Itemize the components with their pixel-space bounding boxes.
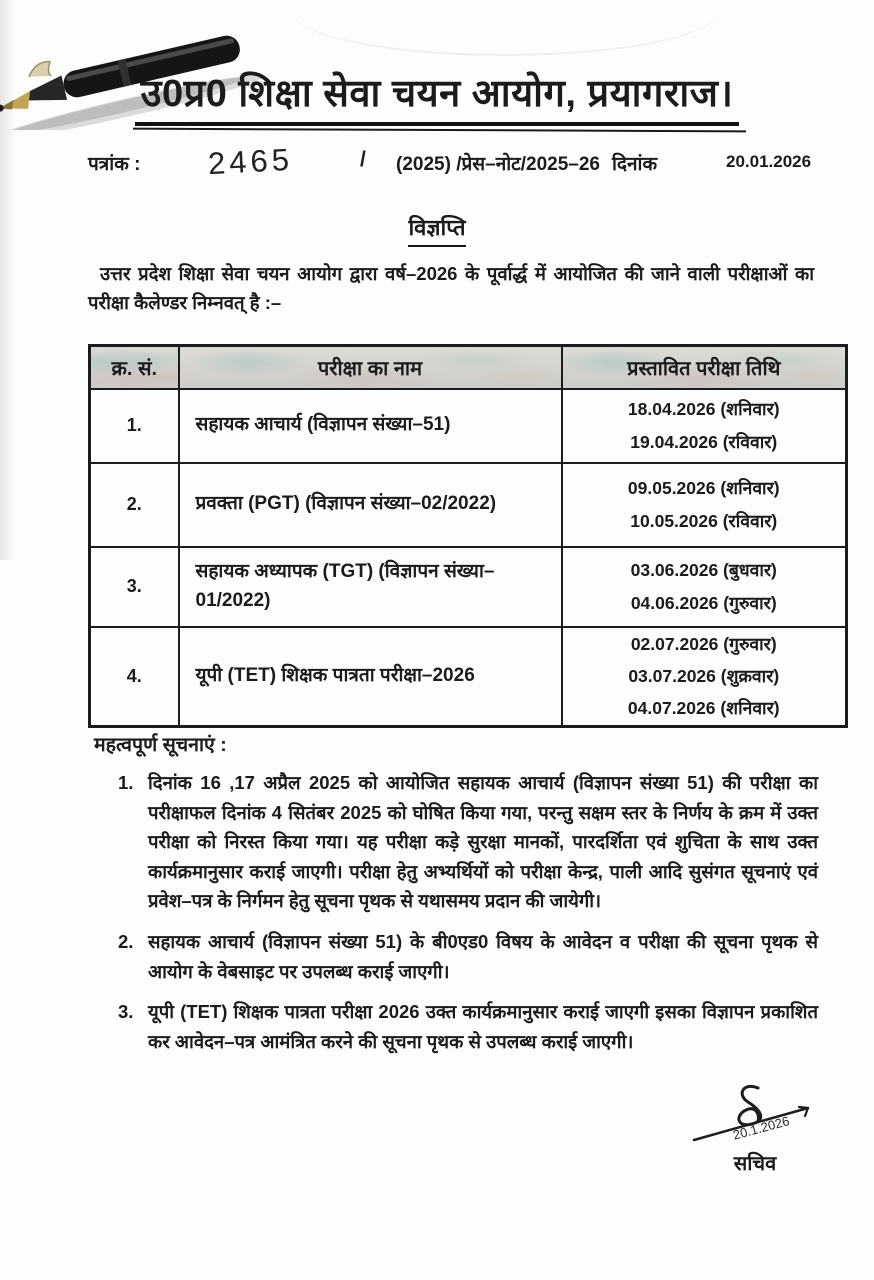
signature-date-text: 20.1.2026 — [731, 1113, 791, 1143]
important-notes-section — [88, 730, 822, 1056]
note-number: 2. — [118, 930, 134, 952]
letterhead — [0, 66, 874, 126]
exam-date: 03.06.2026 (बुधवार) — [630, 560, 777, 581]
date-label: दिनांक — [612, 154, 658, 175]
table-row — [90, 463, 847, 547]
row-exam-name: सहायक आचार्य (विज्ञापन संख्या–51) — [179, 389, 562, 463]
row-exam-dates — [562, 463, 847, 547]
notes-heading: महत्वपूर्ण सूचनाएं : — [94, 734, 227, 756]
row-exam-dates — [562, 627, 847, 727]
note-number: 1. — [118, 772, 134, 793]
signature-block — [680, 1082, 830, 1176]
list-item — [88, 997, 822, 1056]
notice-title: विज्ञप्ति — [408, 212, 465, 247]
list-item — [88, 927, 822, 986]
scan-artifact-arc — [290, 0, 720, 56]
ref-separator: / — [360, 148, 366, 171]
signature-scribble — [680, 1082, 830, 1150]
header-proposed-date: प्रस्तावित परीक्षा तिथि — [562, 346, 847, 389]
table-row — [90, 547, 847, 627]
secretary-designation: सचिव — [733, 1153, 777, 1175]
row-serial: 4. — [90, 627, 179, 727]
table-row — [90, 389, 847, 463]
table-header-row — [90, 346, 847, 389]
row-exam-dates — [562, 547, 847, 627]
commission-title: उ0प्र0 शिक्षा सेवा चयन आयोग, प्रयागराज। — [135, 66, 740, 126]
exam-date: 10.05.2026 (रविवार) — [630, 510, 778, 531]
exam-date: 03.07.2026 (शुक्रवार) — [628, 665, 780, 686]
intro-paragraph: उत्तर प्रदेश शिक्षा सेवा चयन आयोग द्वारा वर्ष–2026 के पूर्वार्द्ध में आयोजित की जाने वाली परीक्षाओं का परीक्षा कैलेण्डर निम्नवत् है :– — [88, 263, 814, 313]
note-text: दिनांक 16 ,17 अप्रैल 2025 को आयोजित सहायक आचार्य (विज्ञापन संख्या 51) की परीक्षा का परीक्षाफल दिनांक 4 सितंबर 2025 को घोषित किया गया, परन्तु सक्षम स्तर के निर्णय के क्रम में उक्त परीक्षा को निरस्त किया गया। यह परीक्षा कड़े सुरक्षा मानकों, पारदर्शिता एवं शुचिता के साथ उक्त कार्यक्रमानुसार कराई जाएगी। परीक्षा हेतु अभ्यर्थियों को परीक्षा केन्द्र, पाली आदि सुसंगत सूचनाएं एवं प्रवेश–पत्र के निर्गमन हेतु सूचना पृथक से यथासमय प्रदान की जायेगी। — [148, 772, 818, 912]
row-serial: 2. — [90, 463, 179, 547]
note-text: सहायक आचार्य (विज्ञापन संख्या 51) के बी0एड0 विषय के आवेदन व परीक्षा की सूचना पृथक से आयोग के वेबसाइट पर उपलब्ध कराई जाएगी। — [148, 930, 818, 982]
row-exam-name: यूपी (TET) शिक्षक पात्रता परीक्षा–2026 — [179, 627, 562, 727]
row-serial: 1. — [90, 389, 179, 463]
note-text: यूपी (TET) शिक्षक पात्रता परीक्षा 2026 उक्त कार्यक्रमानुसार कराई जाएगी इसका विज्ञापन प्रकाशित कर आवेदन–पत्र आमंत्रित करने की सूचना पृथक से उपलब्ध कराई जाएगी। — [148, 1001, 818, 1052]
exam-date: 04.06.2026 (गुरुवार) — [630, 592, 777, 613]
row-exam-name: प्रवक्ता (PGT) (विज्ञापन संख्या–02/2022) — [179, 463, 562, 547]
reference-line — [0, 142, 874, 194]
row-exam-dates — [562, 389, 847, 463]
exam-date: 09.05.2026 (शनिवार) — [627, 478, 780, 499]
exam-date: 02.07.2026 (गुरुवार) — [630, 633, 777, 654]
ref-number-label: पत्रांक : — [88, 154, 141, 175]
notice-title-wrap — [0, 212, 874, 247]
table-row — [90, 627, 847, 727]
header-serial-no: क्र. सं. — [90, 346, 179, 389]
date-value: 20.01.2026 — [726, 152, 812, 171]
list-item — [88, 768, 822, 916]
row-serial: 3. — [90, 547, 179, 627]
ref-suffix: (2025) /प्रेस–नोट/2025–26 — [396, 154, 600, 175]
exam-date: 19.04.2026 (रविवार) — [630, 431, 778, 452]
exam-date: 04.07.2026 (शनिवार) — [627, 698, 780, 719]
row-exam-name: सहायक अध्यापक (TGT) (विज्ञापन संख्या–01/2022) — [179, 547, 562, 627]
note-number: 3. — [118, 1001, 134, 1023]
exam-date: 18.04.2026 (शनिवार) — [627, 399, 780, 420]
header-exam-name: परीक्षा का नाम — [179, 346, 562, 389]
ref-number-handwritten: 2465 — [207, 141, 294, 182]
exam-calendar-table — [88, 344, 848, 728]
